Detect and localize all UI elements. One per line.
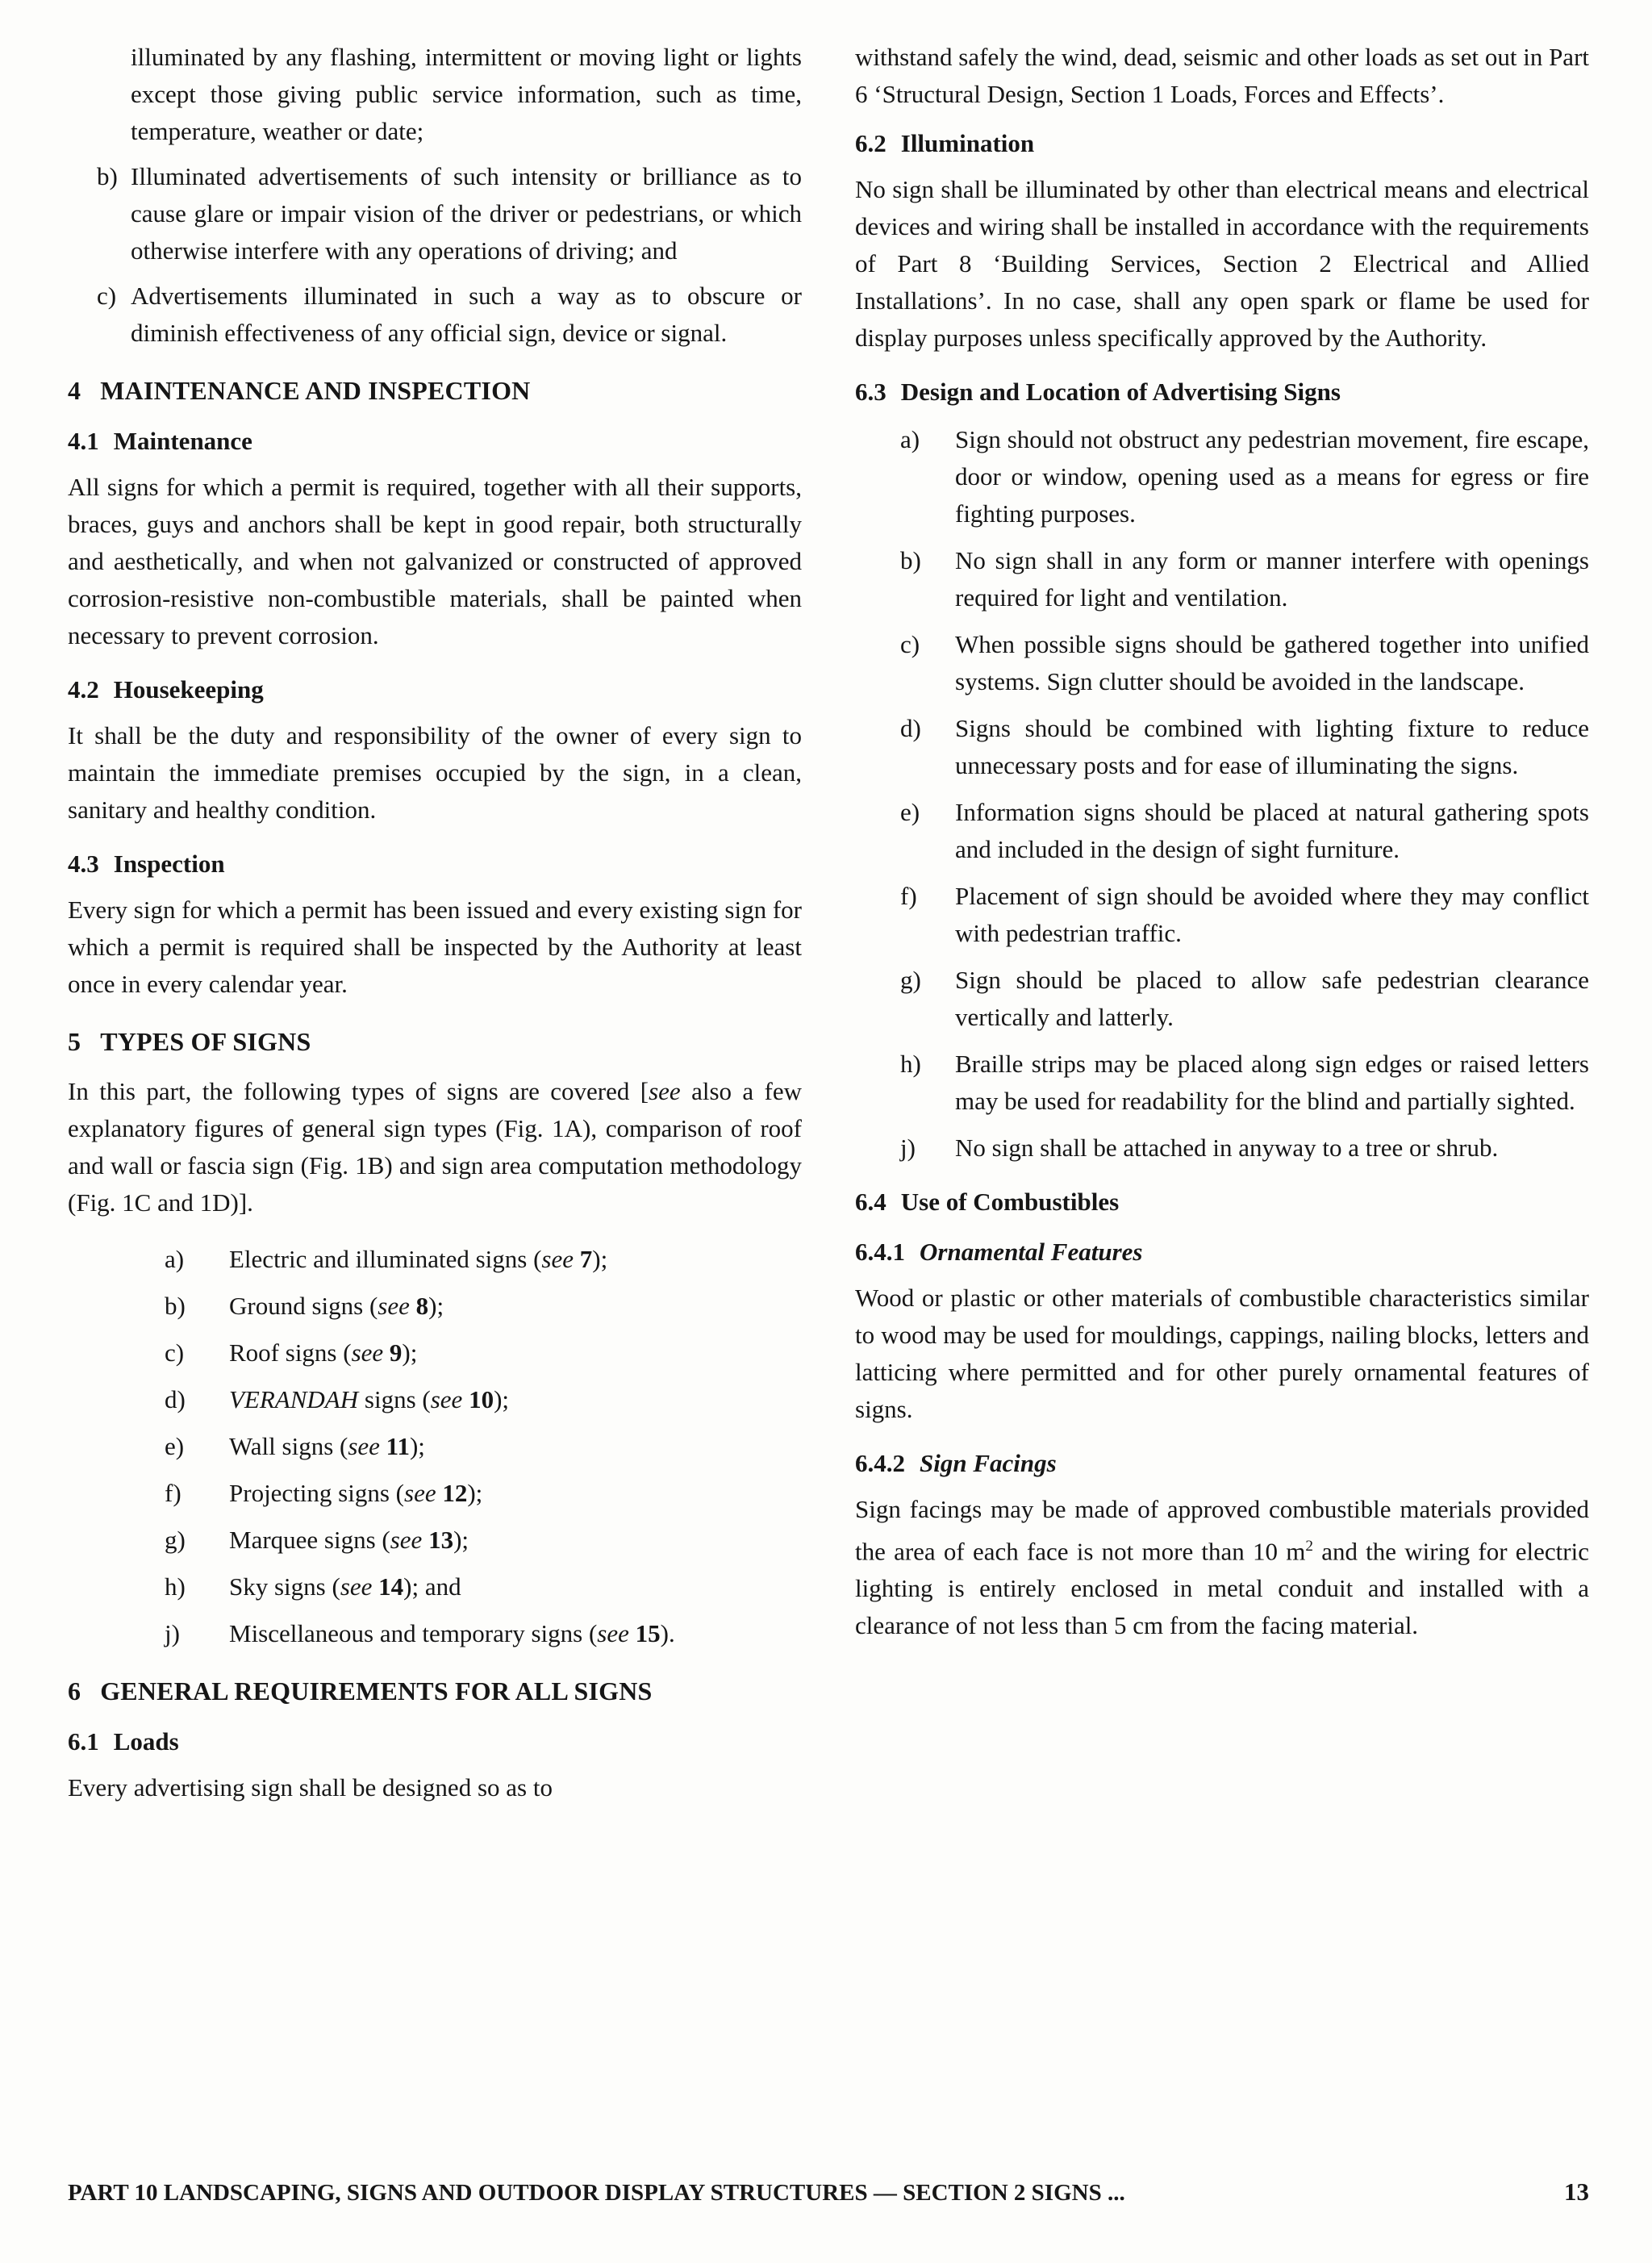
list-item-c [97,278,802,352]
list-item [165,1334,802,1372]
section-title: Ornamental Features [920,1238,1143,1266]
list-item-text: When possible signs should be gathered together into unified systems. Sign clutter should be avoided in the landscape. [955,630,1589,695]
list-item-label: g) [900,966,921,994]
list-item-text: illuminated by any flashing, intermittent or moving light or lights except those giving public service information, such as time, temperature, weather or date; [131,43,802,145]
section-heading-4-1 [68,427,802,456]
section-title: Illumination [900,129,1035,157]
footer-running-title: PART 10 LANDSCAPING, SIGNS AND OUTDOOR DISPLAY STRUCTURES — SECTION 2 SIGNS ... [68,2180,1125,2206]
section-number: 4.3 [68,850,99,878]
list-item [900,421,1589,532]
list-item [900,794,1589,868]
list-item-label: a) [900,425,920,453]
section-heading-6-2 [855,129,1589,158]
list-item-text: Miscellaneous and temporary signs (see 15). [229,1619,675,1647]
list-item-text: Wall signs (see 11); [229,1432,425,1460]
page-number: 13 [1564,2177,1589,2206]
list-item-label: b) [97,162,118,190]
list-item-label: d) [165,1385,186,1413]
paragraph-loads-continuation: withstand safely the wind, dead, seismic and other loads as set out in Part 6 ‘Structural Design, Section 1 Loads, Forces and Effects’. [855,43,1590,108]
section-number: 4.2 [68,675,99,704]
list-item-label: c) [97,282,117,310]
section-number: 6.4.2 [855,1449,905,1477]
list-item-text: Signs should be combined with lighting fixture to reduce unnecessary posts and for ease of illuminating the signs. [955,714,1589,779]
paragraph-maintenance: All signs for which a permit is required, together with all their supports, braces, guys and anchors shall be kept in good repair, both structurally and aesthetically, and when not galvanized or constructed of approved corrosion-resistive non-combustible materials, shall be painted when necessary to prevent corrosion. [68,473,802,649]
list-item-text: Projecting signs (see 12); [229,1479,483,1507]
paragraph-illumination: No sign shall be illuminated by other than electrical means and electrical devices and wiring shall be installed in accordance with the requirements of Part 8 ‘Building Services, Section 2 Electrical and Allied Installations’. In no case, shall any open spark or flame be used for display purposes unless specifically approved by the Authority. [855,175,1589,352]
list-item-text: Marquee signs (see 13); [229,1526,469,1554]
paragraph-types-intro: In this part, the following types of signs are covered [see also a few explanatory figures of general sign types (Fig. 1A), comparison of roof and wall or fascia sign (Fig. 1B) and sign area computation methodology (Fig. 1C and 1D)]. [68,1077,803,1217]
list-item-label: j) [165,1619,180,1647]
list-item-label: h) [165,1572,186,1601]
list-item [900,1046,1589,1120]
section-heading-6-3 [855,378,1589,407]
list-item [165,1615,802,1652]
list-item-label: e) [165,1432,185,1460]
list-item-text: Roof signs (see 9); [229,1338,418,1367]
list-item [165,1288,802,1325]
paragraph-ornamental-features: Wood or plastic or other materials of combustible characteristics similar to wood may be used for mouldings, cappings, nailing blocks, letters and latticing where permitted and for other purely ornamental features of signs. [855,1284,1589,1423]
section-number: 6.1 [68,1727,99,1756]
section-title: Inspection [113,850,225,878]
list-item [900,626,1589,700]
design-location-list [900,421,1589,1167]
list-item-text: Information signs should be placed at natural gathering spots and included in the design of sight furniture. [955,798,1589,863]
two-column-layout [68,39,1589,1823]
section-heading-4 [68,376,802,406]
section-title: Use of Combustibles [900,1188,1120,1216]
section-heading-6-4 [855,1188,1589,1217]
list-item [165,1568,802,1605]
list-item-text: Advertisements illuminated in such a way as to obscure or diminish effectiveness of any official sign, device or signal. [131,282,802,347]
section-heading-6-4-2 [855,1449,1589,1478]
section-title: Loads [113,1727,179,1756]
illumination-restriction-list [97,39,802,352]
list-item-text: No sign shall be attached in anyway to a tree or shrub. [955,1134,1499,1162]
list-item-text: Sky signs (see 14); and [229,1572,461,1601]
section-title: Maintenance [113,427,252,455]
list-item-text: Placement of sign should be avoided where they may conflict with pedestrian traffic. [955,882,1589,947]
list-item-label: f) [900,882,917,910]
section-number: 6.4.1 [855,1238,905,1266]
list-item-text: No sign shall in any form or manner interfere with openings required for light and ventilation. [955,546,1589,612]
list-item-a-continuation [97,39,802,150]
section-heading-6-4-1 [855,1238,1589,1267]
list-item-label: c) [900,630,920,658]
list-item-text: Sign should not obstruct any pedestrian movement, fire escape, door or window, opening used as a means for egress or fire fighting purposes. [955,425,1589,528]
section-title: Design and Location of Advertising Signs [900,378,1341,406]
section-heading-4-3 [68,850,802,879]
list-item-label: e) [900,798,920,826]
section-heading-5 [68,1027,802,1057]
list-item-label: b) [900,546,921,574]
section-number: 6.4 [855,1188,886,1216]
sign-types-list [165,1241,802,1652]
page-footer [68,2177,1589,2207]
section-title: MAINTENANCE AND INSPECTION [100,376,531,405]
list-item-text: Braille strips may be placed along sign edges or raised letters may be used for readability for the blind and partially sighted. [955,1050,1589,1115]
section-heading-4-2 [68,675,802,704]
list-item [165,1241,802,1278]
list-item-label: d) [900,714,921,742]
list-item-label: h) [900,1050,921,1078]
right-column [855,39,1589,1823]
list-item [900,878,1589,952]
list-item-text: Electric and illuminated signs (see 7); [229,1245,608,1273]
list-item-text: Illuminated advertisements of such intensity or brilliance as to cause glare or impair vision of the driver or pedestrians, or which otherwise interfere with any operations of driving; and [131,162,802,265]
list-item-label: a) [165,1245,185,1273]
section-title: GENERAL REQUIREMENTS FOR ALL SIGNS [100,1676,653,1706]
list-item-b [97,158,802,269]
section-title: TYPES OF SIGNS [100,1027,311,1056]
list-item-text: Ground signs (see 8); [229,1292,444,1320]
list-item [900,1129,1589,1167]
list-item-label: b) [165,1292,186,1320]
paragraph-sign-facings: Sign facings may be made of approved combustible materials provided the area of each face is not more than 10 $m^2$ and the wiring for electric lighting is entirely enclosed in metal conduit and installed with a clearance of not less than 5 cm from the facing material. [855,1495,1589,1640]
paragraph-loads: Every advertising sign shall be designed so as to [68,1773,553,1802]
list-item [165,1428,802,1465]
section-title: Housekeeping [113,675,264,704]
section-number: 6.3 [855,378,886,406]
list-item [900,710,1589,784]
list-item-text: Sign should be placed to allow safe pedestrian clearance vertically and latterly. [955,966,1589,1031]
section-heading-6 [68,1676,802,1706]
section-number: 6.2 [855,129,886,157]
section-heading-6-1 [68,1727,802,1756]
paragraph-housekeeping: It shall be the duty and responsibility of the owner of every sign to maintain the immediate premises occupied by the sign, in a clean, sanitary and healthy condition. [68,721,802,824]
list-item-label: f) [165,1479,181,1507]
section-number: 6 [68,1676,81,1706]
list-item-label: j) [900,1134,916,1162]
section-title: Sign Facings [920,1449,1057,1477]
list-item [165,1475,802,1512]
section-number: 4 [68,376,81,405]
list-item [165,1381,802,1418]
list-item-label [97,39,131,150]
list-item-label: g) [165,1526,186,1554]
list-item-label: c) [165,1338,185,1367]
section-number: 4.1 [68,427,99,455]
section-number: 5 [68,1027,81,1056]
list-item [165,1522,802,1559]
paragraph-inspection: Every sign for which a permit has been issued and every existing sign for which a permit is required shall be inspected by the Authority at least once in every calendar year. [68,896,802,998]
list-item [900,542,1589,616]
list-item [900,962,1589,1036]
list-item-text: VERANDAH signs (see 10); [229,1385,509,1413]
left-column [68,39,802,1823]
